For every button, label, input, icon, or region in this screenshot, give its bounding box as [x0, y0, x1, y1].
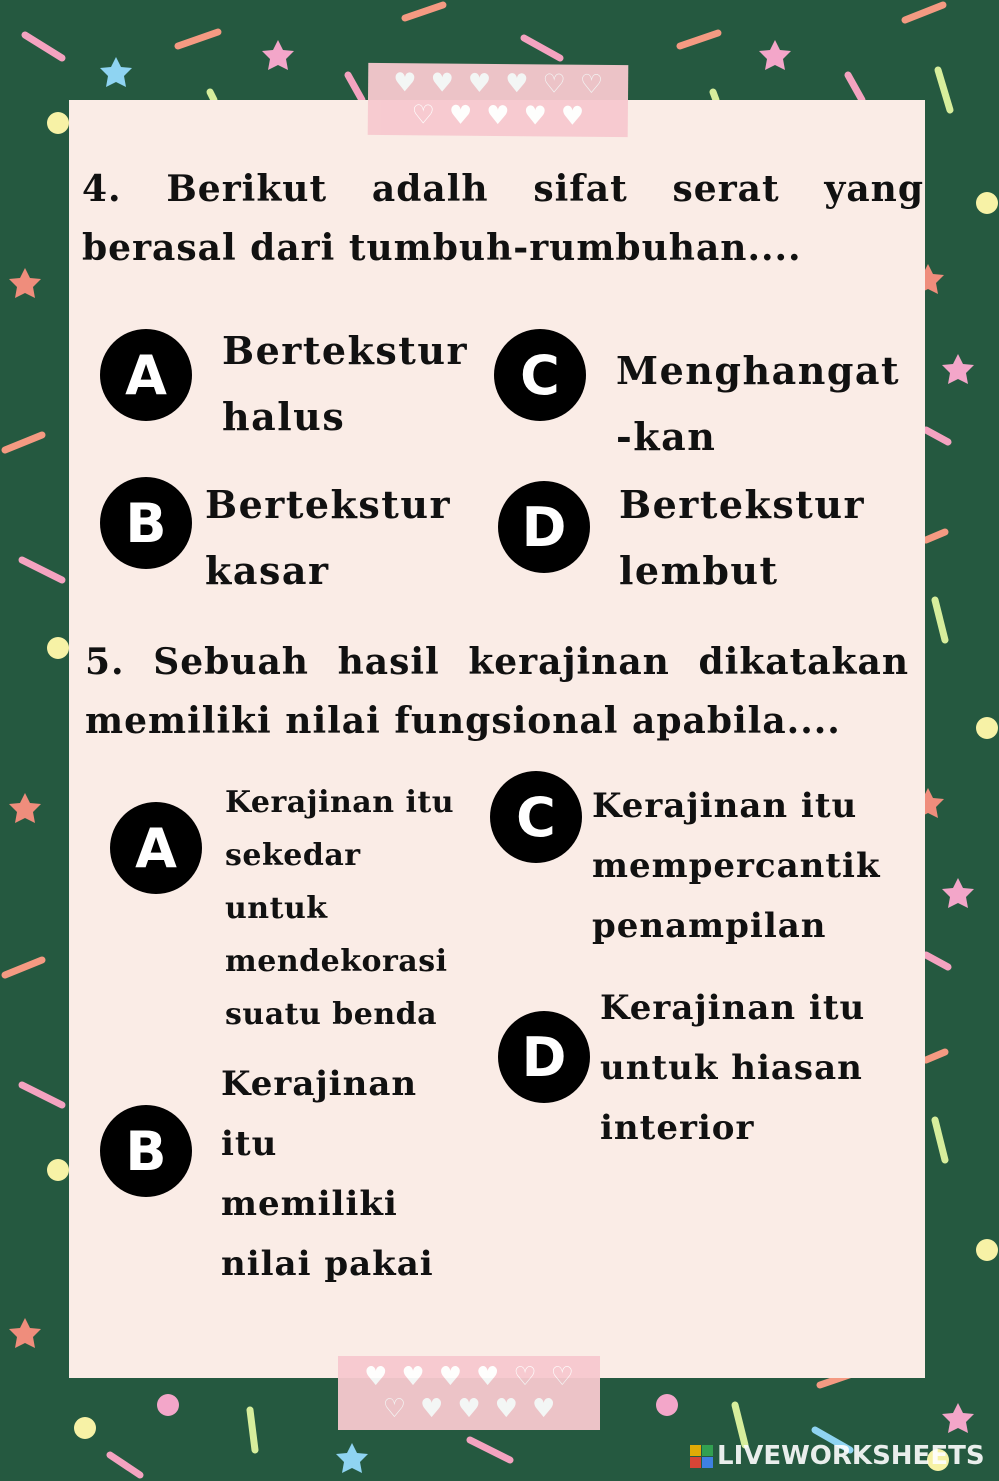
white-heart-icon: ♥ [448, 100, 473, 131]
q4-option-c-text: Menghangat -kan [616, 348, 901, 459]
outline-heart-icon: ♡ [550, 1362, 574, 1392]
white-heart-icon: ♥ [467, 68, 492, 99]
white-heart-icon: ♥ [401, 1362, 425, 1392]
white-heart-icon: ♥ [364, 1362, 388, 1392]
white-heart-icon: ♥ [523, 101, 547, 132]
q5-option-b-badge[interactable]: B [100, 1105, 192, 1197]
q4-option-d-badge[interactable]: D [498, 481, 590, 573]
white-heart-icon: ♥ [505, 69, 529, 100]
q4-option-a-text: Bertekstur halus [222, 328, 468, 439]
white-heart-icon: ♥ [420, 1394, 444, 1424]
washi-tape-bottom [338, 1356, 600, 1430]
q5-option-c-text: Kerajinan itu mempercantik penampilan [592, 786, 881, 946]
q5-option-a-badge[interactable]: A [110, 802, 202, 894]
q5-option-b-text: Kerajinan itu memiliki nilai pakai [221, 1064, 434, 1284]
q5-option-d-text: Kerajinan itu untuk hiasan interior [600, 988, 866, 1148]
liveworksheets-watermark[interactable] [690, 1440, 985, 1472]
white-heart-icon: ♥ [531, 1394, 556, 1424]
liveworksheets-logo-icon [690, 1445, 713, 1468]
q4-option-a-badge[interactable]: A [100, 329, 192, 421]
white-heart-icon: ♥ [560, 101, 585, 132]
white-heart-icon: ♥ [486, 100, 510, 132]
white-heart-icon: ♥ [457, 1394, 481, 1424]
outline-heart-icon: ♡ [411, 100, 436, 131]
washi-tape-top [368, 63, 629, 137]
white-heart-icon: ♥ [430, 68, 454, 99]
white-heart-icon: ♥ [438, 1362, 462, 1392]
outline-heart-icon: ♡ [382, 1394, 407, 1424]
q5-option-a-text: Kerajinan itu sekedar untuk mendekorasi suatu benda [225, 785, 455, 1032]
question-4-text: 4. Berikut adalh sifat serat yang berasal dari tumbuh-rumbuhan.... [82, 168, 924, 269]
outline-heart-icon: ♡ [513, 1362, 537, 1392]
watermark-text: LIVEWORKSHEETS [717, 1441, 985, 1471]
white-heart-icon: ♥ [494, 1394, 518, 1424]
outline-heart-icon: ♡ [579, 69, 604, 100]
q4-option-b-badge[interactable]: B [100, 477, 192, 569]
q5-option-c-badge[interactable]: C [490, 771, 582, 863]
q4-option-c-badge[interactable]: C [494, 329, 586, 421]
q4-option-b-text: Bertekstur kasar [205, 482, 451, 593]
question-5-text: 5. Sebuah hasil kerajinan dikatakan memiliki nilai fungsional apabila.... [85, 641, 909, 742]
q5-option-d-badge[interactable]: D [498, 1011, 590, 1103]
outline-heart-icon: ♡ [542, 69, 566, 100]
q4-option-d-text: Bertekstur lembut [619, 482, 865, 593]
white-heart-icon: ♥ [393, 68, 417, 99]
white-heart-icon: ♥ [476, 1362, 500, 1392]
